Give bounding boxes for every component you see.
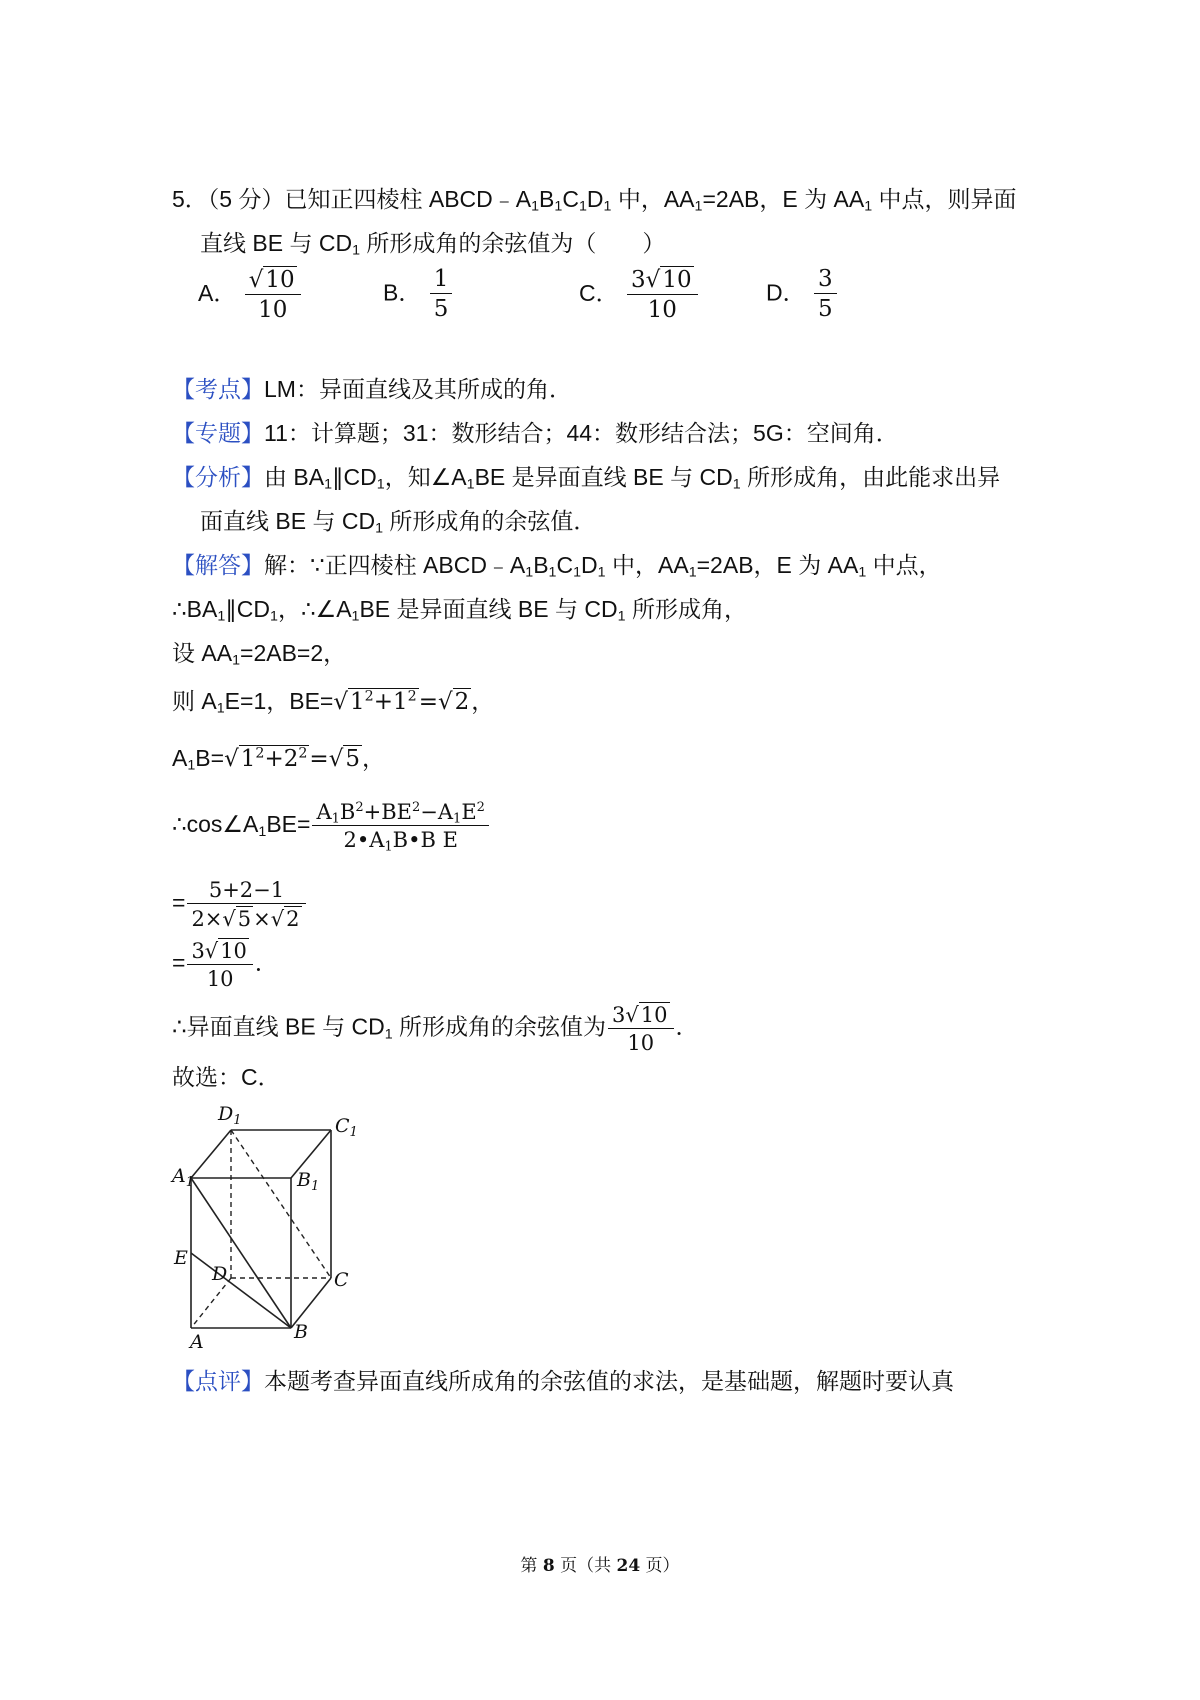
vertex-label-d1: $D_1$: [218, 1103, 242, 1128]
conclusion-fraction: $\frac{3√10}{10}$: [608, 1002, 673, 1055]
vertex-label-c: C: [334, 1269, 349, 1291]
be-line: 则 $A_1E=1$，$BE=√1^2+1^2=√2$，: [172, 688, 495, 717]
question-line-1: 5．（5 分）已知正四棱柱 $ABCD﹣A_1B_1C_1D_1$ 中，$AA_1=2AB$，E 为 $AA_1$ 中点，则异面: [172, 186, 1017, 215]
zhuanti-line: [172, 422, 899, 445]
answer-line: 故选：C．: [172, 1064, 281, 1090]
jieda-label: 【解答】: [172, 552, 264, 578]
vertex-label-b: B: [294, 1321, 308, 1343]
kaodian-label: 【考点】: [172, 376, 264, 402]
fenxi-line-1: 【分析】由 $BA_1\parallel CD_1$，知$\angle A_1BE$ 是异面直线 BE 与 $CD_1$ 所形成角，由此能求出异: [172, 464, 1001, 493]
conclusion-line: ∴异面直线 BE 与 $CD_1$ 所形成角的余弦值为 $\frac{3√10}{10}$ ．: [172, 1003, 699, 1056]
option-a[interactable]: [198, 266, 303, 324]
dianping-line: [172, 1370, 954, 1393]
dianping-text: 本题考查异面直线所成角的余弦值的求法，是基础题，解题时要认真: [264, 1368, 954, 1394]
hidden-edge-d-a: [191, 1278, 231, 1328]
page-total: 24: [616, 1556, 641, 1576]
result-fraction: $\frac{3√10}{10}$: [187, 938, 252, 991]
segment-a1-b: [191, 1178, 291, 1328]
vertex-label-b1: $B_1$: [297, 1169, 320, 1194]
page-footer: 第 8 页（共 24 页）: [520, 1556, 680, 1576]
calc-line: = $\frac{5+2-1}{2\times√5\times√2}$: [172, 878, 308, 931]
option-b-label: B．: [383, 279, 422, 306]
option-b-fraction: $\frac{1}{5}$: [430, 266, 453, 323]
option-d[interactable]: [766, 266, 839, 323]
vertex-label-e: E: [174, 1247, 188, 1269]
set-line: 设 $AA_1=2AB=2$，: [172, 640, 347, 669]
option-d-label: D．: [766, 279, 806, 306]
zhuanti-text: 11：计算题；31：数形结合；44：数形结合法；5G：空间角．: [264, 420, 899, 446]
option-a-fraction: $\frac{√10}{10}$: [245, 266, 301, 324]
vertex-label-a1: $A_1$: [172, 1165, 195, 1190]
calc-fraction: $\frac{5+2-1}{2\times√5\times√2}$: [187, 878, 305, 931]
vertex-label-a: A: [190, 1331, 204, 1353]
hidden-segment-d1-c: [231, 1130, 331, 1278]
result-line: = $\frac{3√10}{10}$ ．: [172, 939, 278, 992]
option-c[interactable]: [579, 266, 700, 324]
dianping-label: 【点评】: [172, 1368, 264, 1394]
fenxi-line-2: 面直线 BE 与 $CD_1$ 所形成角的余弦值．: [200, 508, 597, 537]
parallel-line: $\therefore BA_1\parallel CD_1$，$\therefore\angle A_1BE$ 是异面直线 BE 与 $CD_1$ 所形成角，: [172, 596, 747, 625]
option-d-fraction: $\frac{3}{5}$: [814, 266, 837, 323]
question-line-2: 直线 BE 与 $CD_1$ 所形成角的余弦值为（ ）: [200, 230, 666, 259]
edge-a1-d1: [191, 1130, 231, 1178]
option-c-fraction: $\frac{3√10}{10}$: [627, 266, 698, 324]
vertex-label-d: D: [212, 1263, 228, 1285]
option-c-label: C．: [579, 280, 619, 307]
option-b[interactable]: [383, 266, 454, 323]
cos-line: $\therefore\cos\angle A_1BE=$ $\frac{A_1B^2+BE^2-A_1E^2}{2•A_1B•B E}$: [172, 800, 491, 852]
kaodian-text: LM：异面直线及其所成的角．: [264, 376, 572, 402]
fenxi-label: 【分析】: [172, 464, 264, 490]
page-number: 8: [542, 1556, 555, 1576]
kaodian-line: [172, 378, 572, 401]
a1b-line: $A_1B=√1^2+2^2=√5$，: [172, 745, 385, 774]
zhuanti-label: 【专题】: [172, 420, 264, 446]
cos-fraction: $\frac{A_1B^2+BE^2-A_1E^2}{2•A_1B•B E}$: [312, 800, 488, 852]
segment-e-b: [191, 1253, 291, 1328]
prism-figure: [168, 1100, 368, 1355]
jieda-line-1: 【解答】解：∵正四棱柱 $ABCD﹣A_1B_1C_1D_1$ 中，$AA_1=2AB$，E 为 $AA_1$ 中点，: [172, 552, 942, 581]
option-a-label: A．: [198, 280, 237, 307]
vertex-label-c1: $C_1$: [335, 1115, 358, 1140]
